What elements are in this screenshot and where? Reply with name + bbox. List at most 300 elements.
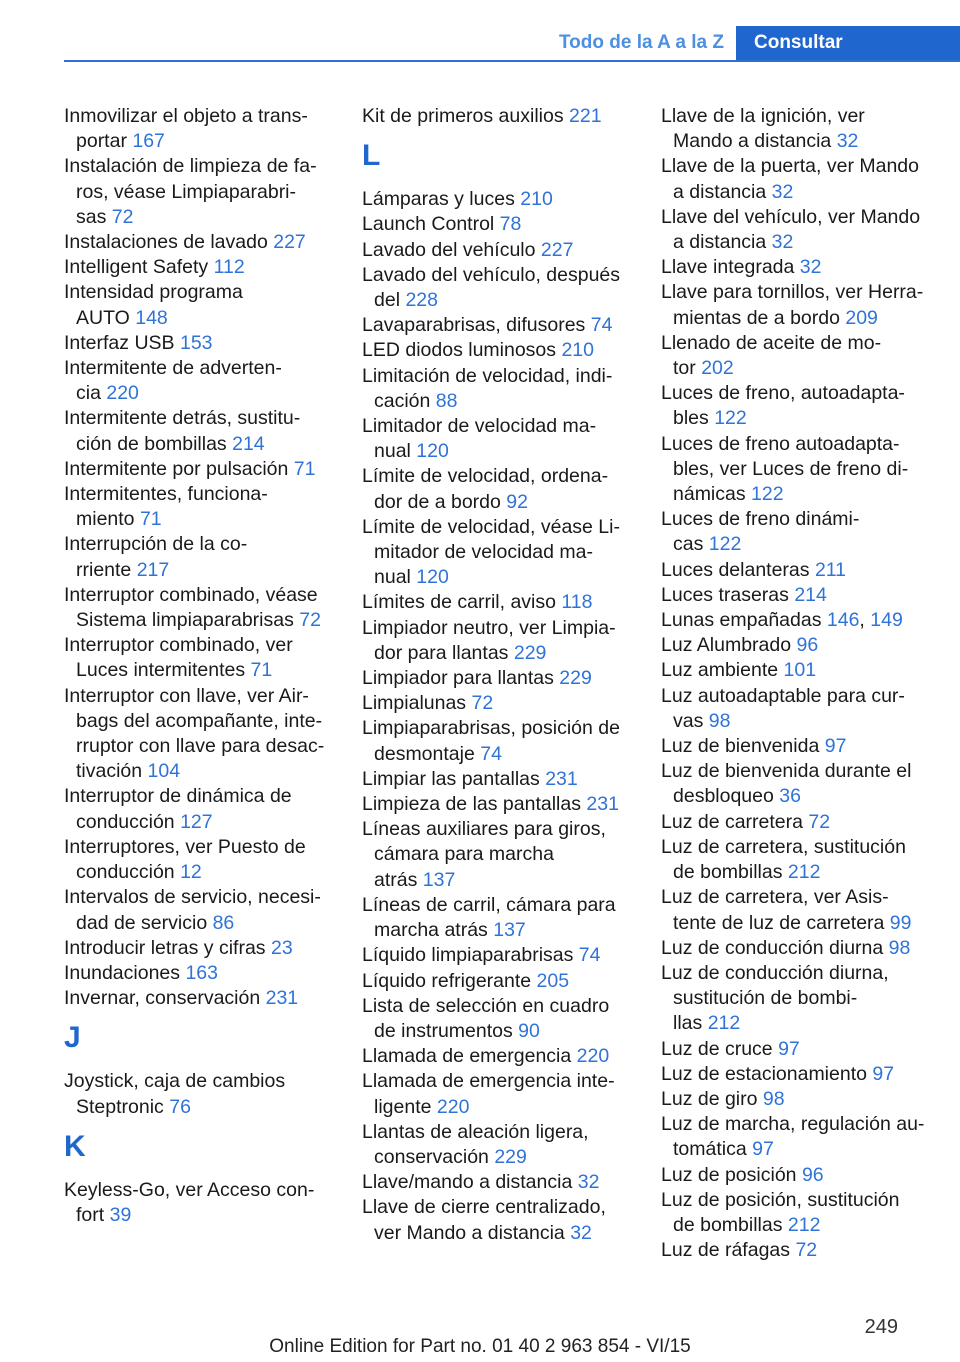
entry-text: vas	[673, 709, 709, 732]
entry-text: Llave integrada	[661, 256, 800, 279]
index-entry	[661, 633, 931, 658]
index-entry	[661, 734, 931, 759]
entry-text: cación	[374, 389, 436, 412]
entry-text: Limpialunas	[362, 692, 472, 715]
index-entry	[362, 590, 632, 615]
page-link[interactable]: 97	[778, 1037, 800, 1060]
entry-text: Luz de posición	[661, 1163, 802, 1186]
page-link[interactable]: 202	[701, 357, 734, 380]
index-entry	[661, 154, 931, 204]
page-link[interactable]: 32	[771, 180, 794, 203]
index-entry	[64, 633, 334, 683]
page-link[interactable]: 214	[794, 583, 827, 606]
entry-text: Inundaciones	[64, 961, 186, 984]
page-link[interactable]: 78	[499, 213, 522, 236]
index-entry	[661, 104, 931, 154]
page-link[interactable]: 120	[416, 440, 449, 463]
index-letter-heading: K	[64, 1129, 86, 1163]
entry-text: tomática	[673, 1138, 753, 1161]
entry-text: Luz Alumbrado	[661, 634, 797, 657]
index-entry	[64, 230, 334, 255]
index-entry	[64, 784, 334, 834]
page-link[interactable]: 227	[273, 231, 306, 254]
entry-text: Luces de freno dinámi-	[661, 508, 860, 531]
page-link[interactable]: 148	[135, 306, 168, 329]
page-link[interactable]: 137	[493, 919, 526, 942]
entry-text: ver Mando a distancia	[374, 1221, 571, 1244]
entry-text: tor	[673, 357, 702, 380]
index-entry	[64, 961, 334, 986]
index-entry	[661, 583, 931, 608]
page-link[interactable]: 167	[132, 130, 165, 153]
entry-text: Luz de conducción diurna	[661, 936, 889, 959]
page-link[interactable]: 163	[185, 961, 218, 984]
entry-text: rriente	[76, 558, 137, 581]
entry-text: Luz de carretera, ver Asis-	[661, 886, 889, 909]
entry-text: Launch Control	[362, 213, 500, 236]
index-entry	[661, 885, 931, 935]
entry-text: Intelligent Safety	[64, 256, 214, 279]
index-entry	[661, 381, 931, 431]
entry-text: portar	[76, 130, 133, 153]
entry-text: Luz de conducción diurna,	[661, 961, 889, 984]
page-link[interactable]: 212	[707, 1012, 741, 1035]
entry-text: ros, véase Limpiaparabri-	[76, 180, 297, 203]
page-link[interactable]: 104	[147, 760, 181, 783]
entry-text: Intermitente de adverten-	[64, 357, 282, 380]
entry-text: conservación	[374, 1145, 495, 1168]
entry-text: Luz de marcha, regulación au-	[661, 1113, 925, 1136]
entry-text: Introducir letras y cifras	[64, 936, 271, 959]
index-entry	[661, 1163, 931, 1188]
index-entry	[64, 885, 334, 935]
entry-text: Luz de estacionamiento	[661, 1062, 873, 1085]
index-entry	[362, 716, 632, 766]
entry-text: Sistema limpiaparabrisas	[76, 609, 300, 632]
index-entry	[362, 464, 632, 514]
page-link[interactable]: 32	[577, 1171, 600, 1194]
page-link[interactable]: 212	[787, 861, 821, 884]
index-entry	[362, 969, 632, 994]
page-link[interactable]: 146	[826, 609, 860, 632]
entry-text: Mando a distancia	[673, 130, 837, 153]
entry-text: Llave del vehículo, ver Mando	[661, 205, 921, 228]
entry-text: nual	[374, 566, 417, 589]
page-link[interactable]: 97	[824, 735, 847, 758]
section-title: Todo de la A a la Z	[558, 32, 724, 53]
entry-text: atrás	[374, 868, 423, 891]
page-separator: ,	[859, 609, 871, 632]
page-link[interactable]: 98	[708, 709, 731, 732]
entry-text: Kit de primeros auxilios	[362, 105, 569, 127]
page-link[interactable]: 220	[106, 382, 139, 405]
index-entry	[362, 414, 632, 464]
page-link[interactable]: 32	[771, 231, 794, 254]
entry-text: Lunas empañadas	[661, 609, 827, 632]
entry-text: mientas de a bordo	[673, 306, 846, 329]
index-entry	[362, 943, 632, 968]
chapter-tab: Consultar	[736, 26, 960, 62]
entry-text: conducción	[76, 810, 181, 833]
page-link[interactable]: 71	[293, 457, 316, 480]
page-link[interactable]: 229	[513, 641, 547, 664]
index-entry	[661, 558, 931, 583]
index-entry	[64, 280, 334, 330]
index-entry	[661, 280, 931, 330]
entry-text: Llantas de aleación ligera,	[362, 1120, 589, 1143]
index-entry	[661, 835, 931, 885]
entry-text: Limpiador neutro, ver Limpia-	[362, 616, 616, 639]
page-link[interactable]: 97	[752, 1138, 774, 1161]
index-entry	[64, 583, 334, 633]
entry-text: Intermitente por pulsación	[64, 457, 294, 480]
index-entry	[64, 255, 334, 280]
index-entry	[64, 482, 334, 532]
page-number: 249	[864, 1316, 898, 1338]
entry-text: Llave para tornillos, ver Herra-	[661, 281, 924, 304]
page-link[interactable]: 39	[109, 1203, 132, 1226]
entry-text: Luces delanteras	[661, 558, 815, 581]
page-link[interactable]: 96	[796, 634, 819, 657]
index-entry	[661, 1037, 931, 1062]
index-column-1	[64, 104, 334, 1228]
page-link[interactable]: 127	[180, 810, 213, 833]
entry-text: marcha atrás	[374, 919, 494, 942]
entry-text: llas	[673, 1012, 708, 1035]
page-link[interactable]: 118	[561, 591, 593, 614]
index-entry	[661, 759, 931, 809]
index-entry	[362, 817, 632, 893]
page-link[interactable]: 98	[762, 1087, 785, 1110]
entry-text: Intervalos de servicio, necesi-	[64, 886, 321, 909]
entry-text: Líneas de carril, cámara para	[362, 893, 616, 916]
page-link[interactable]: 231	[586, 793, 619, 816]
index-letter-heading: L	[362, 139, 381, 173]
entry-text: Instalación de limpieza de fa-	[64, 155, 317, 178]
entry-text: Invernar, conservación	[64, 987, 266, 1010]
index-entry	[661, 205, 931, 255]
index-entry	[362, 616, 632, 666]
index-column-2	[362, 104, 632, 1246]
page-link[interactable]: 23	[270, 936, 293, 959]
entry-text: Líquido limpiaparabrisas	[362, 944, 579, 967]
page-link[interactable]: 149	[870, 609, 903, 632]
entry-text: Luces intermitentes	[76, 659, 251, 682]
page-link[interactable]: 76	[169, 1095, 191, 1118]
entry-text: Interruptor combinado, ver	[64, 634, 293, 657]
page-link[interactable]: 231	[265, 987, 299, 1010]
entry-text: LED diodos luminosos	[362, 339, 562, 362]
entry-text: Lista de selección en cuadro	[362, 994, 610, 1017]
page-link[interactable]: 92	[506, 490, 528, 513]
entry-text: Intermitente detrás, sustitu-	[64, 407, 301, 430]
page-link[interactable]: 205	[536, 969, 570, 992]
entry-text: Límite de velocidad, ordena-	[362, 465, 609, 488]
entry-text: a distancia	[673, 180, 772, 203]
index-entry	[362, 338, 632, 363]
page-link[interactable]: 137	[422, 868, 456, 891]
entry-text: Lavado del vehículo	[362, 238, 541, 261]
page-link[interactable]: 32	[799, 256, 822, 279]
entry-text: cia	[76, 382, 107, 405]
index-entry	[64, 835, 334, 885]
entry-text: Joystick, caja de cambios	[64, 1070, 286, 1093]
index-entry	[64, 936, 334, 961]
index-entry	[362, 263, 632, 313]
entry-text: Intensidad programa	[64, 281, 243, 304]
index-entry	[661, 658, 931, 683]
page-link[interactable]: 211	[814, 558, 847, 581]
index-entry	[661, 1087, 931, 1112]
page-link[interactable]: 212	[787, 1213, 821, 1236]
entry-text: Luces de freno, autoadapta-	[661, 382, 905, 405]
index-entry	[64, 104, 334, 154]
page-link[interactable]: 221	[569, 105, 602, 127]
index-entry	[64, 331, 334, 356]
index-entry	[362, 792, 632, 817]
entry-text: Limpiar las pantallas	[362, 767, 546, 790]
entry-text: Luces de freno autoadapta-	[661, 432, 900, 455]
entry-text: de instrumentos	[374, 1019, 519, 1042]
entry-text: Luz de carretera, sustitución	[661, 835, 906, 858]
entry-text: Líneas auxiliares para giros,	[362, 818, 606, 841]
entry-text: Llave/mando a distancia	[362, 1171, 578, 1194]
page-link[interactable]: 72	[299, 609, 321, 632]
page-link[interactable]: 97	[872, 1062, 895, 1085]
index-entry	[661, 684, 931, 734]
entry-text: nual	[374, 440, 417, 463]
entry-text: Luz de bienvenida durante el	[661, 760, 912, 783]
entry-text: Luz ambiente	[661, 659, 784, 682]
header-rule	[64, 60, 960, 62]
entry-text: sas	[76, 205, 112, 228]
entry-text: Luces traseras	[661, 583, 795, 606]
index-entry	[362, 691, 632, 716]
page-link[interactable]: 74	[590, 314, 613, 337]
entry-text: fort	[76, 1203, 110, 1226]
entry-text: ligente	[374, 1095, 437, 1118]
entry-text: de bombillas	[673, 861, 788, 884]
page-link[interactable]: 229	[494, 1145, 527, 1168]
index-entry	[362, 1170, 632, 1195]
index-entry	[64, 1069, 334, 1119]
page-link[interactable]: 90	[518, 1019, 540, 1042]
index-entry	[362, 187, 632, 212]
entry-text: Luz de giro	[661, 1087, 763, 1110]
entry-text: Líquido refrigerante	[362, 969, 537, 992]
page-link[interactable]: 72	[111, 205, 134, 228]
page-link[interactable]: 74	[480, 742, 502, 765]
page-link[interactable]: 36	[779, 785, 801, 808]
entry-text: Luz de posición, sustitución	[661, 1188, 900, 1211]
page-link[interactable]: 120	[416, 566, 449, 589]
entry-text: rruptor con llave para desac-	[76, 735, 325, 758]
page-link[interactable]: 71	[250, 659, 273, 682]
entry-text: Interruptor combinado, véase	[64, 583, 318, 606]
entry-text: de bombillas	[673, 1213, 788, 1236]
page-link[interactable]: 96	[801, 1163, 824, 1186]
entry-text: a distancia	[673, 231, 772, 254]
page-link[interactable]: 217	[136, 558, 170, 581]
index-entry	[661, 608, 931, 633]
entry-text: del	[374, 289, 406, 312]
index-entry	[362, 1044, 632, 1069]
page-link[interactable]: 99	[889, 911, 912, 934]
entry-text: Lavado del vehículo, después	[362, 263, 621, 286]
index-entry	[64, 1178, 334, 1228]
entry-text: Interruptor de dinámica de	[64, 785, 292, 808]
entry-text: námicas	[673, 483, 752, 506]
entry-text: tivación	[76, 760, 148, 783]
entry-text: Límite de velocidad, véase Li-	[362, 515, 620, 538]
index-entry	[661, 1238, 931, 1263]
page-link[interactable]: 32	[836, 130, 859, 153]
page-link[interactable]: 228	[405, 289, 438, 312]
index-entry	[362, 666, 632, 691]
page-header	[64, 26, 960, 62]
entry-text: Interruptores, ver Puesto de	[64, 835, 306, 858]
page-link[interactable]: 112	[213, 256, 245, 279]
entry-text: Limitador de velocidad ma-	[362, 415, 597, 438]
index-column-3	[661, 104, 931, 1263]
entry-text: Luz autoadaptable para cur-	[661, 684, 905, 707]
entry-text: Instalaciones de lavado	[64, 231, 274, 254]
index-entry	[362, 238, 632, 263]
entry-text: Limpiaparabrisas, posición de	[362, 717, 620, 740]
index-entry	[362, 994, 632, 1044]
page-link[interactable]: 209	[845, 306, 878, 329]
page-link[interactable]: 214	[232, 432, 265, 455]
entry-text: Interfaz USB	[64, 331, 180, 354]
entry-text: tente de luz de carretera	[673, 911, 890, 934]
entry-text: Keyless-Go, ver Acceso con-	[64, 1178, 315, 1201]
index-entry	[661, 810, 931, 835]
entry-text: Límites de carril, aviso	[362, 591, 562, 614]
index-entry	[661, 1188, 931, 1238]
entry-text: bles, ver Luces de freno di-	[673, 457, 909, 480]
entry-text: cas	[673, 533, 709, 556]
index-entry	[661, 961, 931, 1037]
index-entry	[362, 104, 632, 129]
index-entry	[362, 515, 632, 591]
page-link[interactable]: 88	[435, 389, 458, 412]
page-link[interactable]: 101	[783, 659, 817, 682]
entry-text: Limpieza de las pantallas	[362, 793, 587, 816]
entry-text: Llamada de emergencia inte-	[362, 1070, 615, 1093]
page-link[interactable]: 229	[559, 667, 592, 690]
entry-text: bles	[673, 407, 715, 430]
entry-text: Llamada de emergencia	[362, 1045, 577, 1068]
page-link[interactable]: 153	[179, 331, 213, 354]
entry-text: Llave de cierre centralizado,	[362, 1196, 606, 1219]
entry-text: Luz de cruce	[661, 1037, 779, 1060]
index-entry	[661, 255, 931, 280]
index-entry	[64, 356, 334, 406]
page-link[interactable]: 231	[545, 767, 578, 790]
index-entry	[362, 767, 632, 792]
index-entry	[661, 432, 931, 508]
entry-text: Limitación de velocidad, indi-	[362, 364, 613, 387]
index-entry	[362, 212, 632, 237]
index-entry	[64, 532, 334, 582]
entry-text: Llave de la puerta, ver Mando	[661, 155, 919, 178]
entry-text: mitador de velocidad ma-	[374, 541, 593, 564]
page-link[interactable]: 210	[520, 188, 553, 211]
index-entry	[362, 1069, 632, 1119]
page-link[interactable]: 86	[212, 911, 235, 934]
page-link[interactable]: 72	[795, 1239, 818, 1262]
index-entry	[661, 331, 931, 381]
page-link[interactable]: 32	[570, 1221, 592, 1244]
index-entry	[362, 1120, 632, 1170]
index-entry	[64, 986, 334, 1011]
entry-text: Steptronic	[76, 1095, 170, 1118]
entry-text: Llave de la ignición, ver	[661, 105, 865, 127]
index-entry	[661, 507, 931, 557]
page-link[interactable]: 72	[471, 692, 494, 715]
entry-text: bags del acompañante, inte-	[76, 709, 323, 732]
entry-text: Intermitentes, funciona-	[64, 483, 268, 506]
page-link[interactable]: 72	[808, 810, 831, 833]
entry-text: Lavaparabrisas, difusores	[362, 314, 591, 337]
entry-text: ción de bombillas	[76, 432, 233, 455]
page-link[interactable]: 98	[888, 936, 911, 959]
entry-text: Lámparas y luces	[362, 188, 521, 211]
index-entry	[362, 313, 632, 338]
index-entry	[362, 364, 632, 414]
entry-text: sustitución de bombi-	[673, 987, 858, 1010]
page-link[interactable]: 71	[139, 508, 162, 531]
entry-text: conducción	[76, 861, 181, 884]
entry-text: desmontaje	[374, 742, 481, 765]
entry-text: Luz de bienvenida	[661, 735, 825, 758]
index-entry	[362, 1195, 632, 1245]
entry-text: Inmovilizar el objeto a trans-	[64, 105, 308, 127]
entry-text: Interruptor con llave, ver Air-	[64, 684, 309, 707]
page-link[interactable]: 74	[578, 944, 601, 967]
page-link[interactable]: 122	[751, 483, 784, 506]
index-letter-heading: J	[64, 1021, 81, 1055]
page-link[interactable]: 210	[561, 339, 594, 362]
page-link[interactable]: 122	[708, 533, 742, 556]
index-entry	[64, 684, 334, 785]
entry-text: Luz de carretera	[661, 810, 809, 833]
entry-text: Luz de ráfagas	[661, 1239, 796, 1262]
entry-text: miento	[76, 508, 140, 531]
page-link[interactable]: 12	[180, 861, 202, 884]
edition-footer: Online Edition for Part no. 01 40 2 963 854 - VI/15	[269, 1336, 691, 1357]
entry-text: cámara para marcha	[374, 843, 554, 866]
page-link[interactable]: 227	[540, 238, 574, 261]
page-link[interactable]: 122	[714, 407, 747, 430]
index-entry	[661, 1112, 931, 1162]
entry-text: dor para llantas	[374, 641, 514, 664]
index-entry	[661, 1062, 931, 1087]
entry-text: desbloqueo	[673, 785, 780, 808]
entry-text: Llenado de aceite de mo-	[661, 331, 882, 354]
index-entry	[64, 457, 334, 482]
index-entry	[64, 406, 334, 456]
entry-text: dad de servicio	[76, 911, 213, 934]
index-entry	[64, 154, 334, 230]
entry-text: AUTO	[76, 306, 136, 329]
page-link[interactable]: 220	[576, 1045, 610, 1068]
index-entry	[362, 893, 632, 943]
page-link[interactable]: 220	[436, 1095, 470, 1118]
entry-text: Limpiador para llantas	[362, 667, 560, 690]
index-entry	[661, 936, 931, 961]
entry-text: dor de a bordo	[374, 490, 507, 513]
